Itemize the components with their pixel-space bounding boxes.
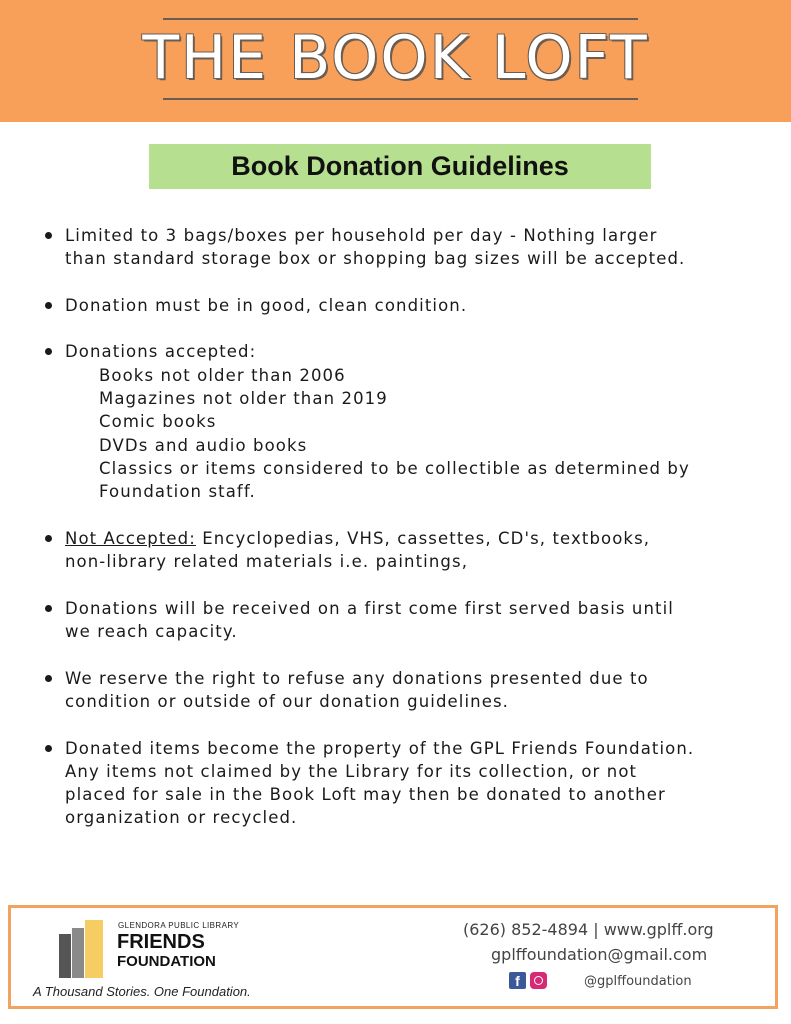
accepted-entry: Magazines not older than 2019 [99,389,388,409]
book-bar-gray [72,928,84,978]
item-line: Donated items become the property of the GPL Friends Foundation. [65,738,695,758]
brand-title: THE BOOK LOFT [142,23,649,93]
list-item [45,737,775,830]
list-item [45,667,775,714]
phone-website: (626) 852-4894 | www.gplff.org [463,920,714,939]
accepted-entry: Comic books [99,412,217,432]
accepted-entry: Books not older than 2006 [99,365,346,385]
item-line: than standard storage box or shopping bag sizes will be accepted. [65,249,686,269]
page-title-box [149,144,651,189]
logo-foundation: FOUNDATION [117,953,216,970]
bullet-icon [45,675,52,682]
item-line: we reach capacity. [65,622,238,642]
header-banner [0,0,791,122]
not-accepted-label: Not Accepted: [65,528,196,548]
header-rule-top [163,18,638,20]
email-address: gplffoundation@gmail.com [491,945,708,964]
tagline: A Thousand Stories. One Foundation. [33,984,251,999]
item-line: Donations will be received on a first come first served basis until [65,598,674,618]
guidelines-list [45,224,775,853]
item-line: Donation must be in good, clean condition. [65,295,468,315]
header-rule-bottom [163,98,638,100]
item-line: non-library related materials i.e. paintings, [65,552,469,572]
logo-friends: FRIENDS [117,931,205,953]
accepted-entry: DVDs and audio books [99,435,308,455]
list-item [45,527,775,574]
book-bar-yellow [85,920,103,978]
list-item [45,224,775,271]
books-logo-icon [59,918,109,978]
bullet-icon [45,348,52,355]
accepted-entry: Classics or items considered to be collectible as determined by [99,458,690,478]
social-handle: @gplffoundation [584,974,692,989]
item-line [65,527,775,550]
accepted-entry: Foundation staff. [99,482,256,502]
bullet-icon [45,605,52,612]
footer-box [8,905,778,1009]
bullet-icon [45,302,52,309]
item-line: condition or outside of our donation guidelines. [65,691,510,711]
not-accepted-text: Encyclopedias, VHS, cassettes, CD's, textbooks, [195,528,651,548]
list-item [45,294,775,317]
item-line: placed for sale in the Book Loft may then be donated to another [65,785,666,805]
bullet-icon [45,745,52,752]
item-line: Limited to 3 bags/boxes per household per day - Nothing larger [65,226,658,245]
item-line: We reserve the right to refuse any donations presented due to [65,668,649,688]
instagram-icon[interactable] [530,972,547,989]
item-line: Any items not claimed by the Library for its collection, or not [65,761,638,781]
logo-library-name: GLENDORA PUBLIC LIBRARY [118,921,240,930]
facebook-icon[interactable]: f [509,972,526,989]
bullet-icon [45,232,52,239]
book-bar-dark [59,934,71,978]
bullet-icon [45,535,52,542]
list-item [45,340,775,503]
item-line: Donations accepted: [65,342,257,362]
item-line: organization or recycled. [65,808,298,828]
list-item [45,597,775,644]
page-title: Book Donation Guidelines [231,151,569,181]
